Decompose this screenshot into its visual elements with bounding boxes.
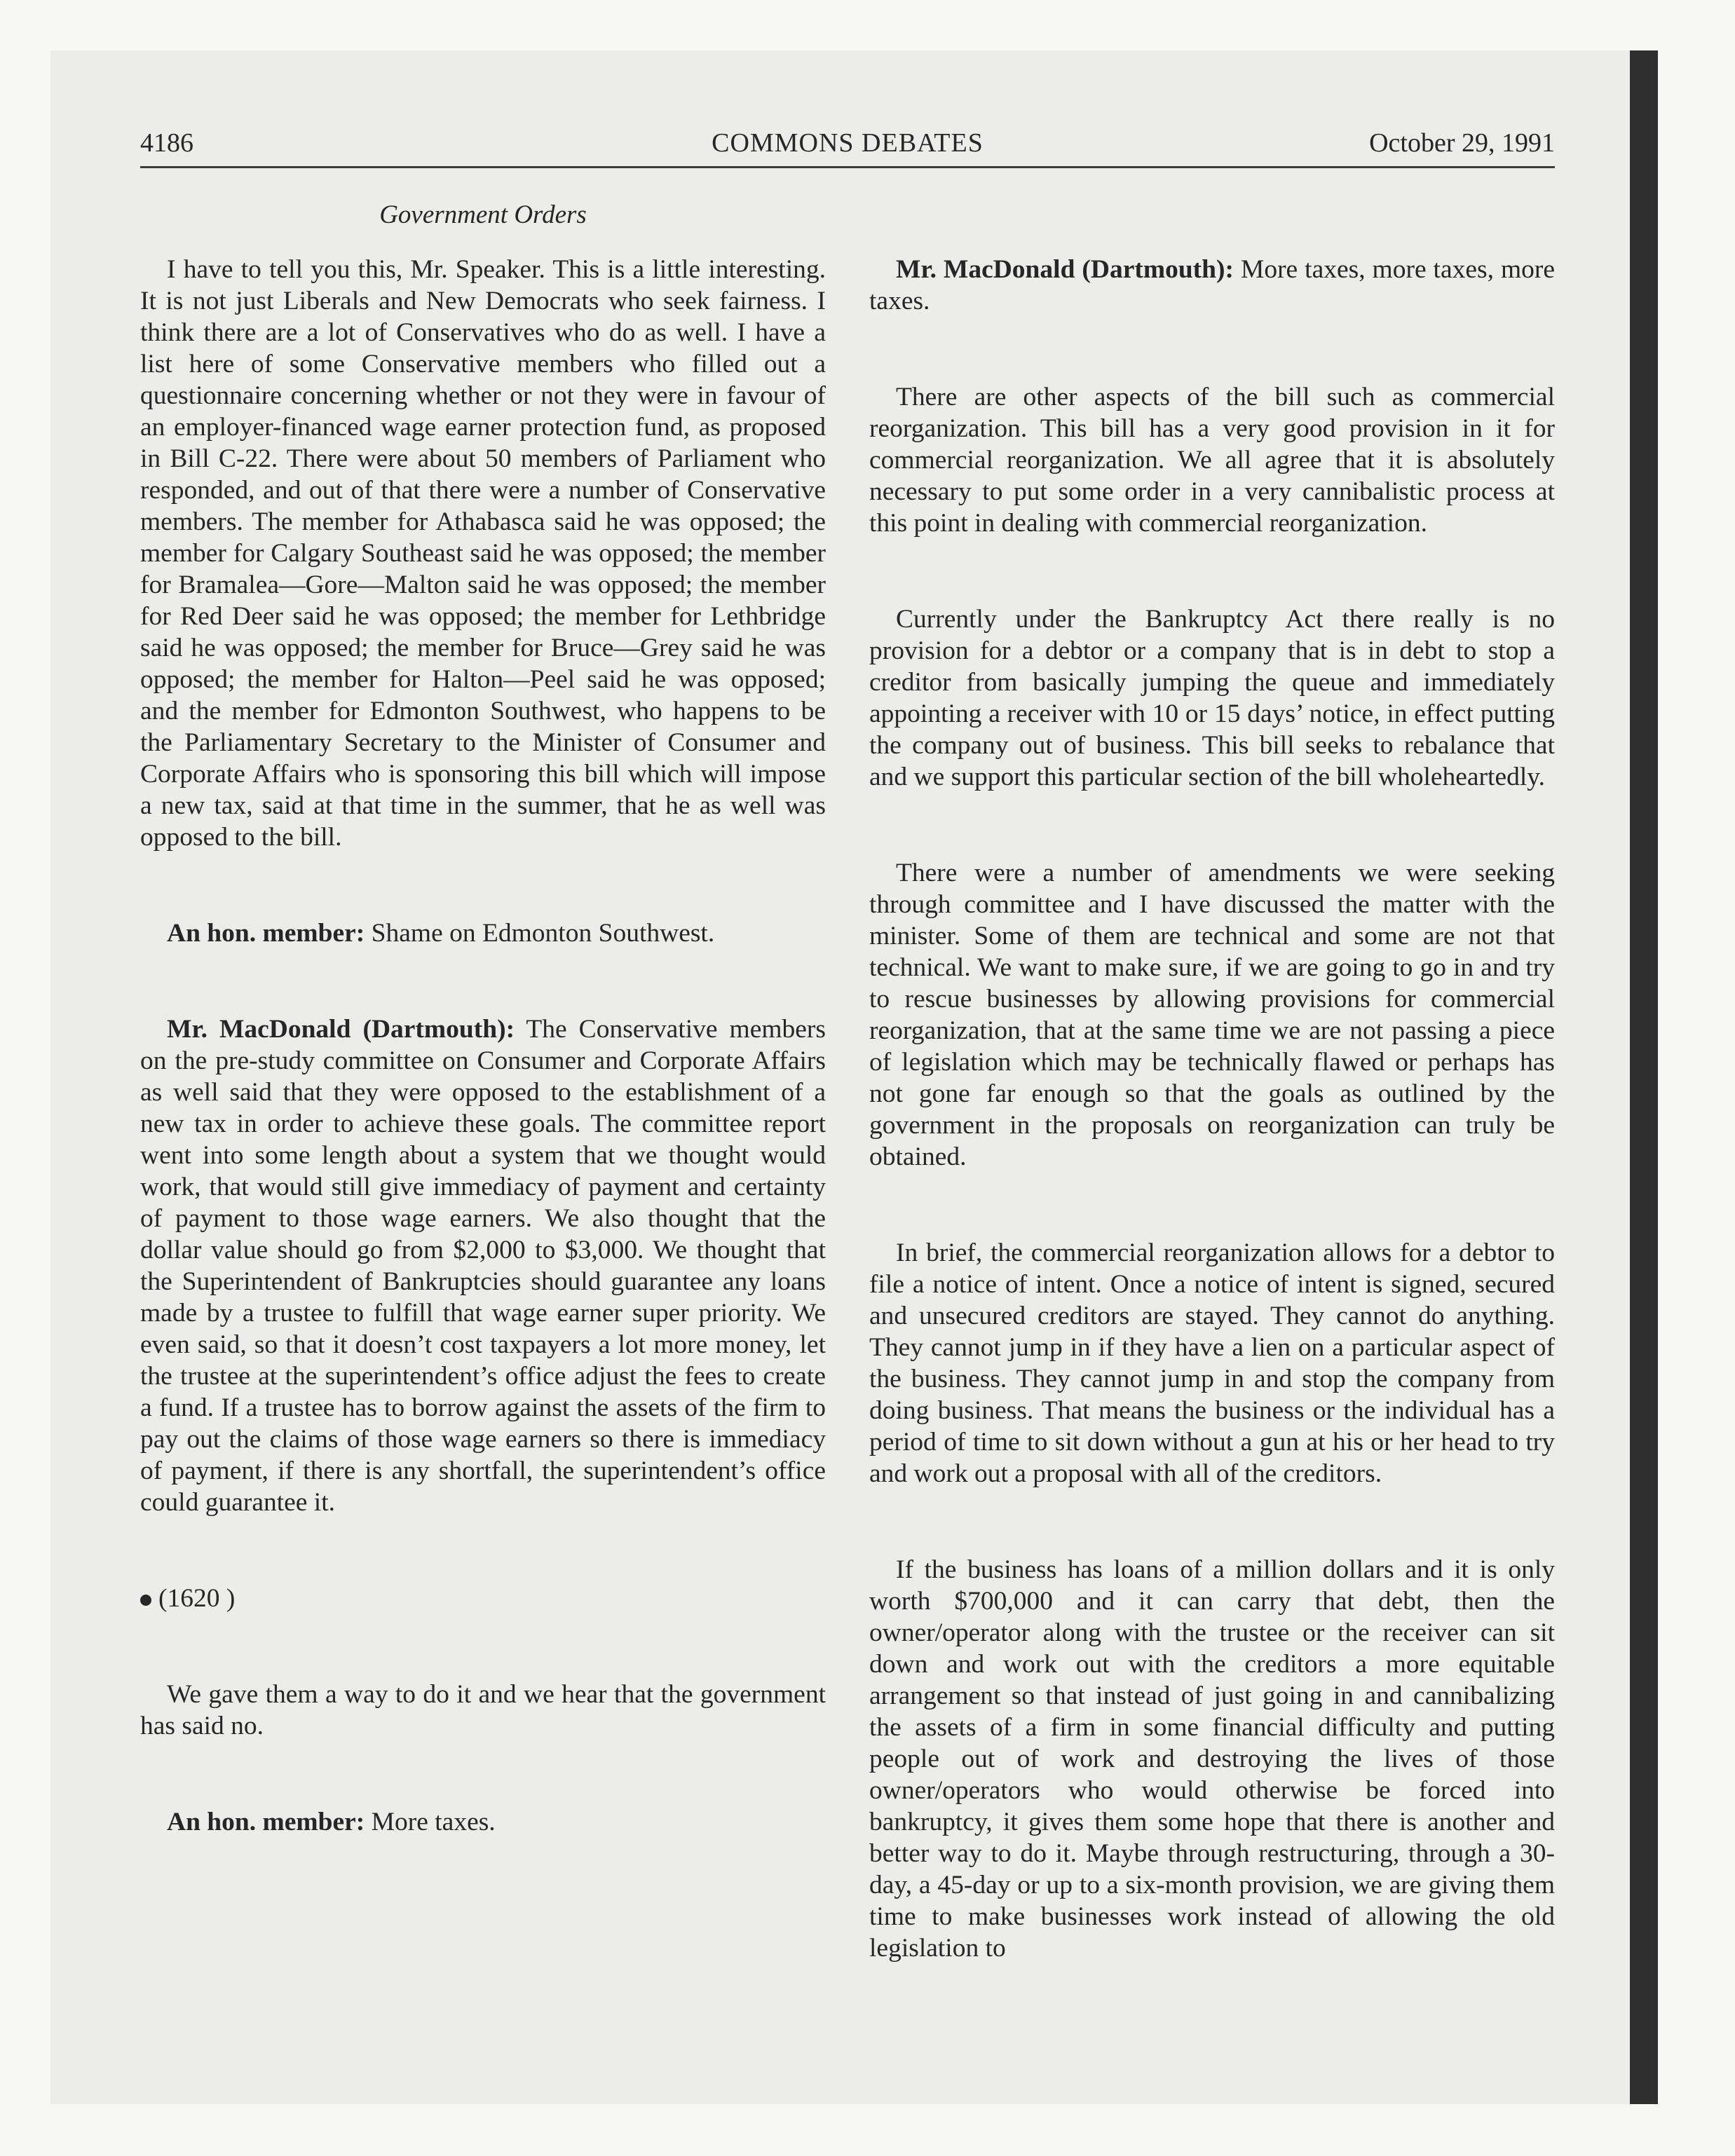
page-date: October 29, 1991 (1369, 128, 1555, 158)
paragraph: We gave them a way to do it and we hear that the government has said no. (140, 1680, 826, 1740)
speech-text: More taxes, more taxes, more taxes. (869, 255, 1555, 315)
paragraph (140, 1806, 826, 1838)
section-title: Government Orders (379, 200, 587, 229)
speech-text: Shame on Edmonton Southwest. (365, 919, 715, 948)
paragraph: I have to tell you this, Mr. Speaker. This is a little interesting. It is not just Liberals and New Democrats who seek fairness. I think there are a lot of Conservatives who do as well. I have a list here of some Conservative members who filled out a questionnaire concerning whether or not they were in favour of an employer-financed wage earner protection fund, as proposed in Bill C-22. There were about 50 members of Parliament who responded, and out of that there were a number of Conservative members. The member for Athabasca said he was opposed; the member for Calgary Southeast said he was opposed; the member for Bramalea—Gore—Malton said he was opposed; the member for Red Deer said he was opposed; the member for Lethbridge said he was opposed; the member for Bruce—Grey said he was opposed; the member for Halton—Peel said he was opposed; and the member for Edmonton Southwest, who happens to be the Parliamentary Secretary to the Minister of Consumer and Corporate Affairs who is sponsoring this bill which will impose a new tax, said at that time in the summer, that he as well was opposed to the bill. (140, 255, 826, 852)
right-column (869, 254, 1555, 2028)
paragraph: There were a number of amendments we were seeking through committee and I have discussed the matter with the minister. Some of them are technical and some are not that technical. We want to make sure, if we are going to go in and try to rescue businesses by allowing provisions for commercial reorganization, that at the same time we are not passing a piece of legislation which may be technically flawed or perhaps has not gone far enough so that the goals as outlined by the government in the proposals on reorganization can truly be obtained. (869, 859, 1555, 1171)
header-rule (140, 166, 1555, 168)
time-marker (140, 1583, 826, 1614)
speaker-name: Mr. MacDonald (Dartmouth): (167, 1015, 515, 1044)
paragraph: Currently under the Bankruptcy Act there really is no provision for a debtor or a company that is in debt to stop a creditor from basically jumping the queue and immediately appointing a receiver with 10 or 15 days’ notice, in effect putting the company out of business. This bill seeks to rebalance that and we support this particular section of the bill wholeheartedly. (869, 605, 1555, 791)
running-header (140, 128, 1555, 163)
paragraph (869, 254, 1555, 317)
paragraph (140, 917, 826, 949)
speaker-name: An hon. member: (167, 919, 365, 948)
journal-title: COMMONS DEBATES (712, 128, 984, 158)
scan-border (1630, 50, 1658, 2104)
speech-text: More taxes. (365, 1808, 496, 1836)
paragraph: In brief, the commercial reorganization allows for a debtor to file a notice of intent. Once a notice of intent is signed, secured and unsecured creditors are stayed. They cannot do anything. They cannot jump in if they have a lien on a particular aspect of the business. They cannot jump in and stop the company from doing business. That means the business or the individual has a period of time to sit down without a gun at his or her head to try and work out a proposal with all of the creditors. (869, 1239, 1555, 1488)
paragraph: There are other aspects of the bill such as commercial reorganization. This bill has a very good provision in it for commercial reorganization. We all agree that it is absolutely necessary to put some order in a very cannibalistic process at this point in dealing with commercial reorganization. (869, 383, 1555, 538)
paragraph (140, 1014, 826, 1518)
speaker-name: Mr. MacDonald (Dartmouth): (896, 255, 1234, 284)
bullet-icon (140, 1595, 151, 1606)
speaker-name: An hon. member: (167, 1808, 365, 1836)
left-column (140, 254, 826, 1902)
time-marker-text: (1620 ) (158, 1584, 236, 1613)
speech-text: The Conservative members on the pre-study committee on Consumer and Corporate Affairs as well said that they were opposed to the establishment of a new tax in order to achieve these goals. The committee report went into some length about a system that we thought would work, that would still give immediacy of payment and certainty of payment to those wage earners. We also thought that the dollar value should go from $2,000 to $3,000. We thought that the Superintendent of Bankruptcies should guarantee any loans made by a trustee to fulfill that wage earner super priority. We even said, so that it doesn’t cost taxpayers a lot more money, let the trustee at the superintendent’s office adjust the fees to create a fund. If a trustee has to borrow against the assets of the firm to pay out the claims of those wage earners so there is immediacy of payment, if there is any shortfall, the superintendent’s office could guarantee it. (140, 1015, 826, 1517)
paragraph: If the business has loans of a million dollars and it is only worth $700,000 and it can carry that debt, then the owner/operator along with the trustee or the receiver can sit down and work out with the creditors a more equitable arrangement so that instead of just going in and cannibalizing the assets of a firm in some financial difficulty and putting people out of work and destroying the lives of those owner/operators who would otherwise be forced into bankruptcy, it gives them some hope that there is another and better way to do it. Maybe through restructuring, through a 30-day, a 45-day or up to a six-month provision, we are giving them time to make businesses work instead of allowing the old legislation to (869, 1555, 1555, 1963)
page-number: 4186 (140, 128, 193, 158)
